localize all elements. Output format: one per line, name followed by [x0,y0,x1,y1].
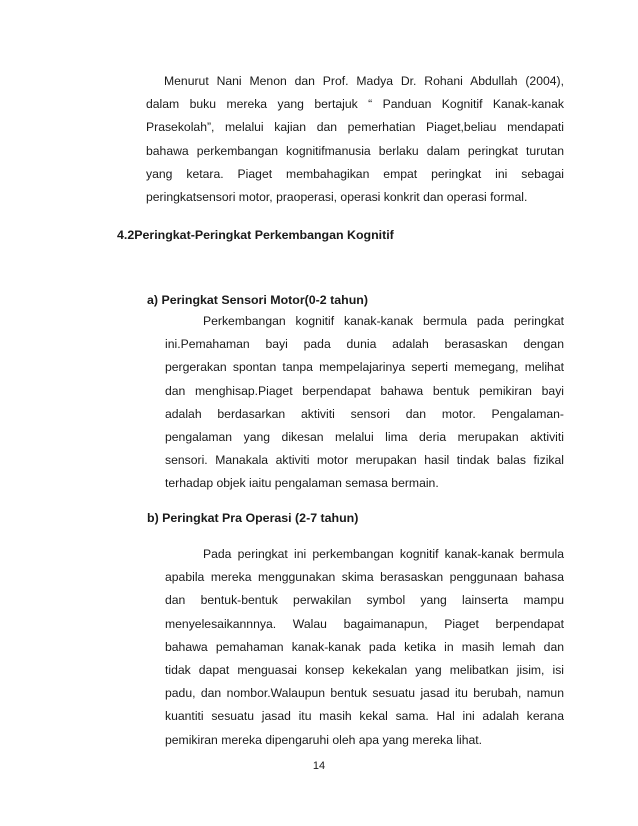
subsection-a-heading: a) Peringkat Sensori Motor(0-2 tahun) [147,293,368,307]
paragraph-line: dan menghisap.Piaget berpendapat bahawa bentuk pemikiran bayi [165,383,564,398]
paragraph-line: menyelesaikannnya. Walau bagaimanapun, Piaget berpendapat [165,616,564,631]
section-heading: 4.2Peringkat-Peringkat Perkembangan Kognitif [117,228,394,242]
paragraph-line: ini.Pemahaman bayi pada dunia adalah berasaskan dengan [165,337,564,352]
page-number: 14 [312,760,326,772]
paragraph-line: Perkembangan kognitif kanak-kanak bermula pada peringkat [203,314,564,328]
paragraph-line: kuantiti sesuatu jasad itu masih kekal sama. Hal ini adalah kerana [165,709,564,724]
intro-line: Prasekolah”, melalui kajian dan pemerhatian Piaget,beliau mendapati [146,120,564,135]
paragraph-line: pergerakan spontan tanpa mempelajarinya seperti memegang, melihat [165,360,564,375]
paragraph-line: terhadap objek iaitu pengalaman semasa bermain. [165,476,439,491]
subsection-a-paragraph [165,310,564,496]
intro-line: bahawa perkembangan kognitifmanusia berlaku dalam peringkat turutan [146,143,564,158]
intro-line: peringkatsensori motor, praoperasi, operasi konkrit dan operasi formal. [146,190,528,205]
paragraph-line: apabila mereka menggunakan skima berasaskan penggunaan bahasa [165,570,564,585]
paragraph-line: pemikiran mereka dipengaruhi oleh apa yang mereka lihat. [165,732,483,747]
paragraph-line: pengalaman yang dikesan melalui lima deria merupakan aktiviti [165,430,564,445]
intro-paragraph [146,70,564,209]
intro-line: dalam buku mereka yang bertajuk “ Panduan Kognitif Kanak-kanak [146,97,564,112]
paragraph-line: sensori. Manakala aktiviti motor merupakan hasil tindak balas fizikal [165,453,564,468]
paragraph-line: dan bentuk-bentuk perwakilan symbol yang lainserta mampu [165,593,564,608]
paragraph-line: bahawa pemahaman kanak-kanak pada ketika in masih lemah dan [165,639,564,654]
subsection-b-heading: b) Peringkat Pra Operasi (2-7 tahun) [147,511,359,525]
intro-line: Menurut Nani Menon dan Prof. Madya Dr. Rohani Abdullah (2004), [164,74,564,88]
paragraph-line: Pada peringkat ini perkembangan kognitif kanak-kanak bermula [203,547,564,561]
paragraph-line: adalah berdasarkan aktiviti sensori dan motor. Pengalaman- [165,406,564,421]
paragraph-line: tidak dapat menguasai konsep kekekalan yang melibatkan jisim, isi [165,663,564,678]
intro-line: yang ketara. Piaget membahagikan empat peringkat ini sebagai [146,166,564,181]
subsection-b-paragraph [165,543,564,752]
paragraph-line: padu, dan nombor.Walaupun bentuk sesuatu jasad itu berubah, namun [165,686,564,701]
